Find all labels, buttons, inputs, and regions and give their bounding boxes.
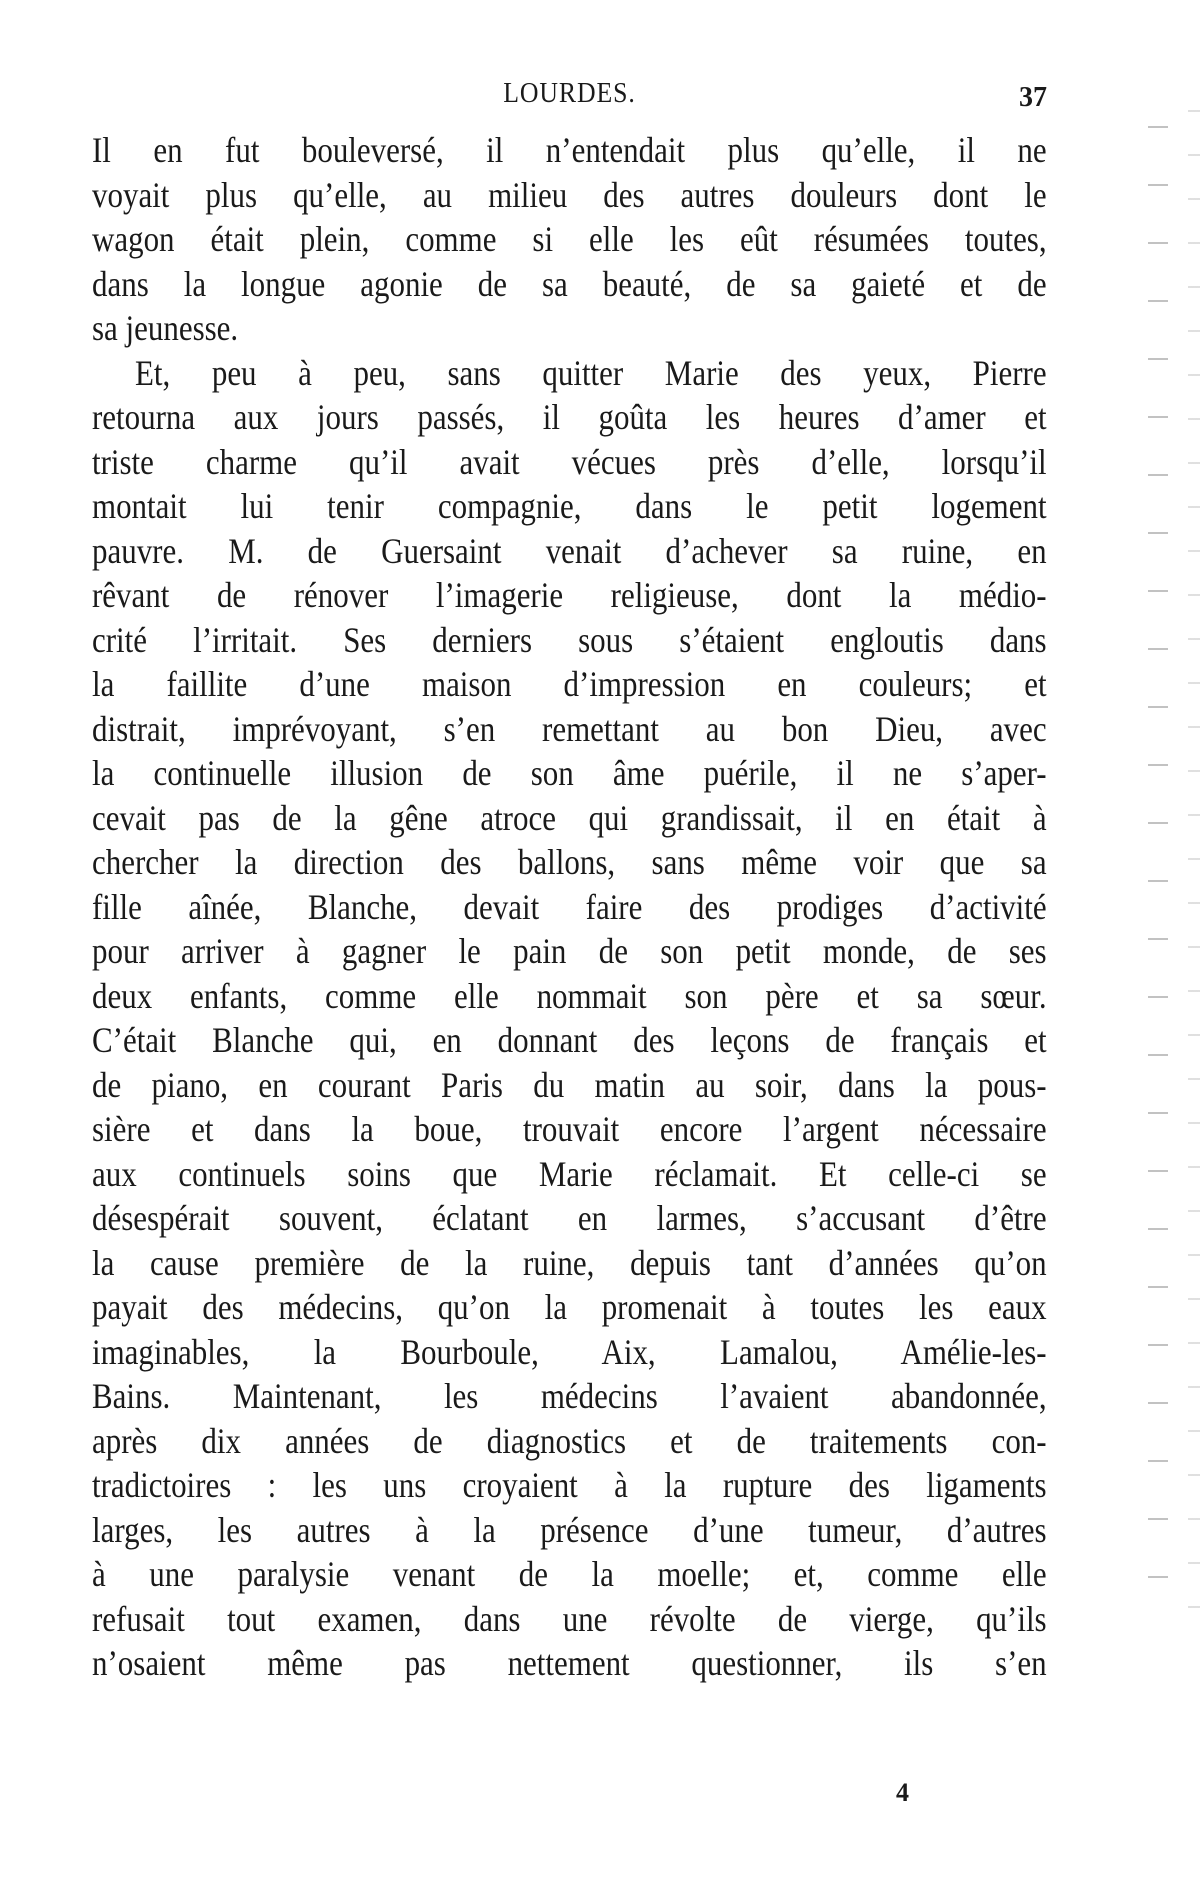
text-line: C’était Blanche qui, en donnant des leçons de français et [92, 1020, 1047, 1060]
body-text [92, 128, 1047, 1686]
signature-mark: 4 [896, 1778, 909, 1807]
scan-margin-noise [1148, 90, 1168, 1630]
text-line: Il en fut bouleversé, il n’entendait plus qu’elle, il ne [92, 130, 1047, 170]
text-line: la faillite d’une maison d’impression en couleurs; et [92, 664, 1047, 704]
running-title: LOURDES. [503, 78, 636, 109]
text-line: dans la longue agonie de sa beauté, de sa gaieté et de [92, 263, 1047, 304]
text-line: fille aînée, Blanche, devait faire des prodiges d’activité [92, 886, 1047, 927]
text-line: pour arriver à gagner le pain de son petit monde, de ses [92, 931, 1047, 971]
text-line: voyait plus qu’elle, au milieu des autres douleurs dont le [92, 174, 1047, 215]
text-line: Bains. Maintenant, les médecins l’avaient abandonnée, [92, 1376, 1047, 1416]
text-line: de piano, en courant Paris du matin au soir, dans la pous- [92, 1064, 1047, 1105]
text-line: tradictoires : les uns croyaient à la rupture des ligaments [92, 1465, 1047, 1505]
text-line: montait lui tenir compagnie, dans le petit logement [92, 486, 1047, 526]
text-line: sière et dans la boue, trouvait encore l’argent nécessaire [92, 1109, 1047, 1149]
text-line: la continuelle illusion de son âme puérile, il ne s’aper- [92, 753, 1047, 793]
text-line: à une paralysie venant de la moelle; et, comme elle [92, 1554, 1047, 1594]
page-number: 37 [1019, 82, 1047, 113]
text-line: sa jeunesse. [92, 308, 239, 348]
text-line: cevait pas de la gêne atroce qui grandissait, il en était à [92, 797, 1047, 838]
text-line: triste charme qu’il avait vécues près d’elle, lorsqu’il [92, 441, 1047, 482]
scan-margin-noise-outer [1188, 90, 1200, 1630]
text-line: désespérait souvent, éclatant en larmes, s’accusant d’être [92, 1198, 1047, 1238]
text-line: crité l’irritait. Ses derniers sous s’étaient engloutis dans [92, 619, 1047, 660]
text-line: larges, les autres à la présence d’une tumeur, d’autres [92, 1509, 1047, 1550]
text-line: la cause première de la ruine, depuis tant d’années qu’on [92, 1242, 1047, 1283]
text-line: wagon était plein, comme si elle les eût résumées toutes, [92, 219, 1047, 259]
text-line: deux enfants, comme elle nommait son père et sa sœur. [92, 975, 1047, 1016]
page-header [92, 78, 1047, 118]
text-line: aux continuels soins que Marie réclamait. Et celle-ci se [92, 1153, 1047, 1194]
text-line: chercher la direction des ballons, sans même voir que sa [92, 842, 1047, 882]
text-line: Et, peu à peu, sans quitter Marie des yeux, Pierre [135, 352, 1047, 393]
text-line: imaginables, la Bourboule, Aix, Lamalou, Amélie-les- [92, 1331, 1047, 1372]
text-line: distrait, imprévoyant, s’en remettant au bon Dieu, avec [92, 708, 1047, 749]
text-line: après dix années de diagnostics et de traitements con- [92, 1420, 1047, 1461]
text-line: n’osaient même pas nettement questionner, ils s’en [92, 1643, 1047, 1683]
text-line: pauvre. M. de Guersaint venait d’achever sa ruine, en [92, 530, 1047, 571]
text-line: rêvant de rénover l’imagerie religieuse, dont la médio- [92, 575, 1047, 615]
text-line: payait des médecins, qu’on la promenait à toutes les eaux [92, 1287, 1047, 1327]
text-line: retourna aux jours passés, il goûta les heures d’amer et [92, 397, 1047, 437]
text-line: refusait tout examen, dans une révolte de vierge, qu’ils [92, 1598, 1047, 1639]
